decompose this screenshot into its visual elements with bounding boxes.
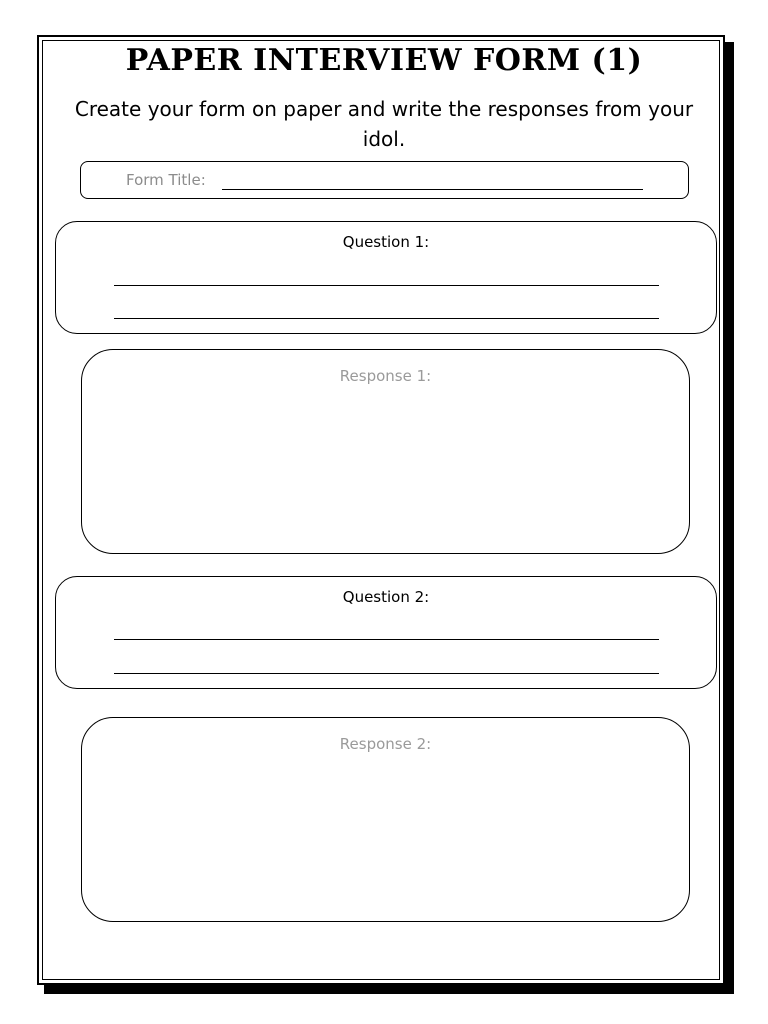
question-2-box (55, 576, 717, 689)
form-title-write-line (222, 189, 643, 190)
response-1-label: Response 1: (339, 367, 432, 385)
question-2-line-1 (114, 639, 659, 640)
question-1-box (55, 221, 717, 334)
form-title-box (80, 161, 689, 199)
page-title: PAPER INTERVIEW FORM (1) (125, 43, 643, 78)
response-1-box (81, 349, 690, 554)
instructions: Create your form on paper and write the responses from your idol. (74, 97, 694, 151)
question-2-line-2 (114, 673, 659, 674)
question-2-label: Question 2: (342, 588, 430, 606)
question-1-label: Question 1: (342, 233, 430, 251)
response-2-label: Response 2: (339, 735, 432, 753)
question-1-line-1 (114, 285, 659, 286)
form-title-label: Form Title: (126, 171, 206, 189)
response-2-box (81, 717, 690, 922)
question-1-line-2 (114, 318, 659, 319)
